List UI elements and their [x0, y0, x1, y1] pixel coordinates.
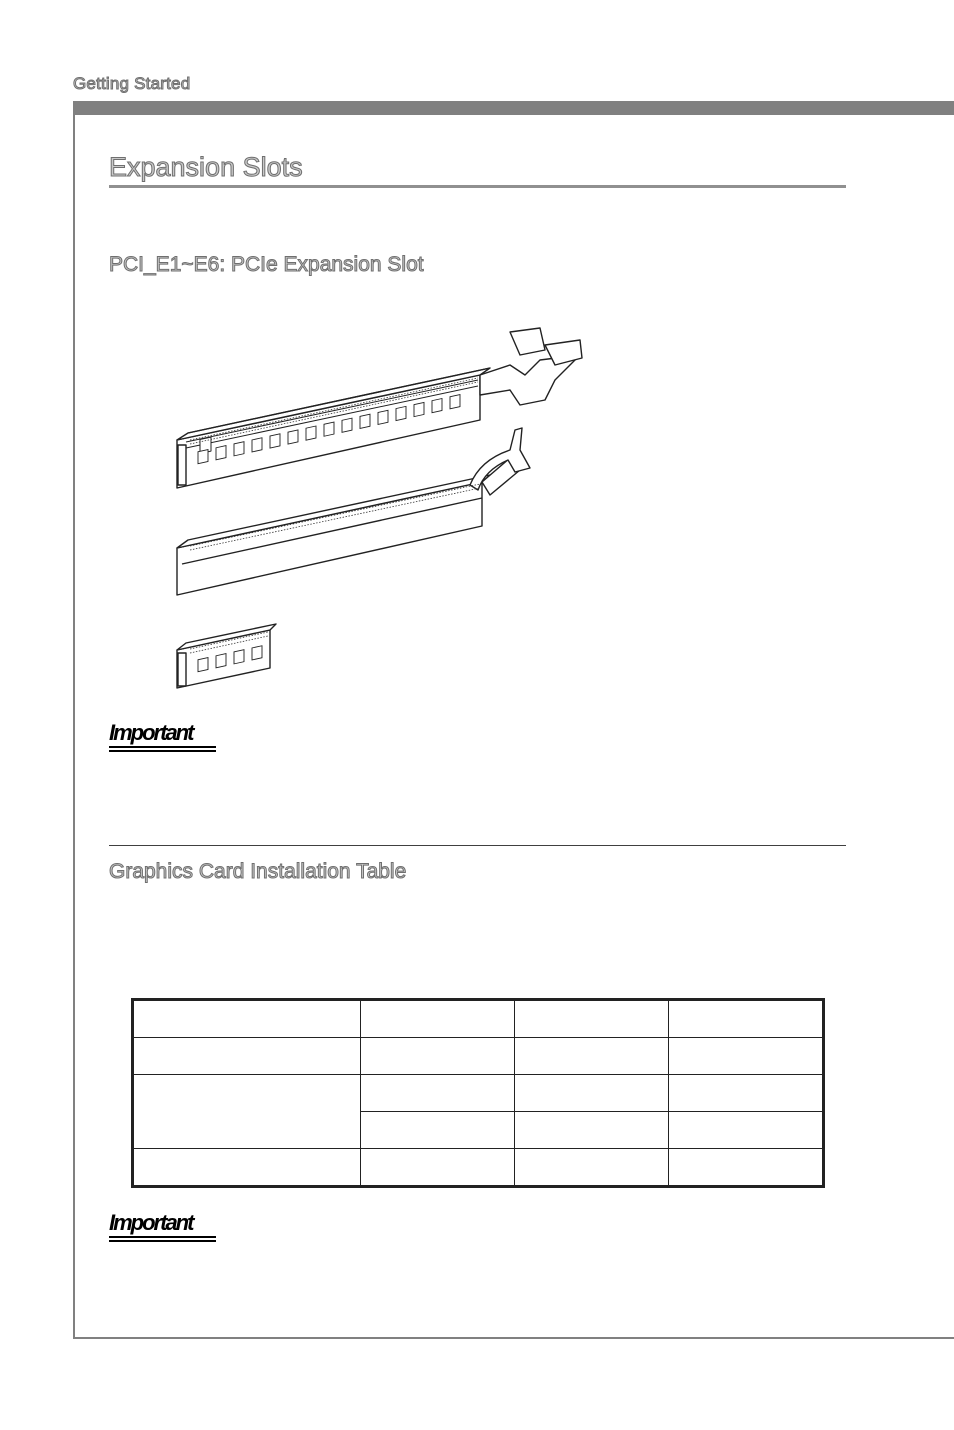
table-row [133, 1038, 824, 1075]
table-cell [133, 1149, 361, 1187]
table-cell [515, 1112, 669, 1149]
left-margin-rule [73, 101, 75, 1339]
table-row [133, 1075, 824, 1112]
chapter-header: Getting Started [73, 74, 191, 93]
table-cell [669, 1149, 824, 1187]
table-cell [133, 1038, 361, 1075]
table-cell [669, 1000, 824, 1038]
table-cell [669, 1075, 824, 1112]
important-note-text: Important [109, 720, 193, 745]
table-cell [361, 1038, 515, 1075]
table-cell [515, 1149, 669, 1187]
important-note-text-2: Important [109, 1210, 193, 1235]
section-title: Expansion Slots [109, 152, 303, 182]
table-cell [669, 1112, 824, 1149]
table-cell [133, 1000, 361, 1038]
pcie-slots-illustration [160, 320, 600, 700]
bottom-rule [73, 1337, 954, 1339]
section-title-underline [109, 185, 846, 188]
important-note-label-2 [109, 1210, 192, 1236]
subsection-title: PCI_E1~E6: PCIe Expansion Slot [109, 253, 424, 276]
table-cell [133, 1075, 361, 1149]
table-row [133, 1149, 824, 1187]
table-section-title: Graphics Card Installation Table [109, 860, 407, 883]
table-cell [515, 1000, 669, 1038]
table-row [133, 1000, 824, 1038]
table-cell [515, 1075, 669, 1112]
graphics-card-installation-table [131, 998, 825, 1188]
table-cell [669, 1038, 824, 1075]
section-divider [109, 845, 846, 846]
important-note-underline-2 [109, 1236, 216, 1242]
table-cell [361, 1075, 515, 1112]
header-bar [73, 101, 954, 115]
table-cell [361, 1149, 515, 1187]
important-note-underline [109, 746, 216, 752]
table-cell [361, 1000, 515, 1038]
table-cell [515, 1038, 669, 1075]
important-note-label [109, 720, 192, 746]
table-cell [361, 1112, 515, 1149]
